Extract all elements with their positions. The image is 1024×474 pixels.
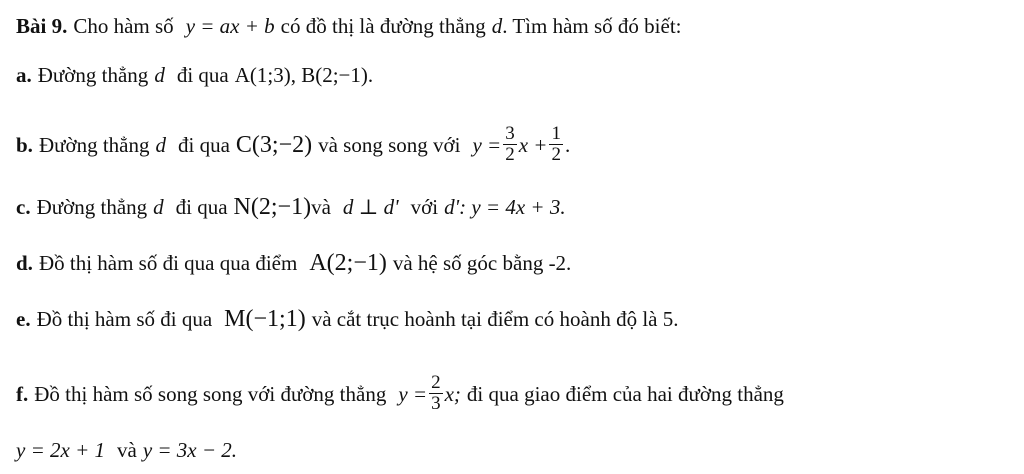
part-c-text: Đường thẳng — [36, 195, 148, 219]
part-b-fraction-2 — [549, 124, 563, 165]
part-b-eq-mid: x + — [518, 132, 548, 157]
problem-header — [16, 12, 682, 40]
part-d-point: A(2;−1) — [309, 250, 387, 276]
line-name: d — [491, 14, 503, 38]
part-e-label: e. — [16, 307, 31, 331]
part-b — [16, 124, 570, 165]
part-c-point: N(2;−1) — [233, 194, 312, 220]
part-d-label: d. — [16, 251, 33, 275]
part-c-text3: và — [311, 195, 331, 219]
part-b-text3: và song song với — [318, 132, 461, 157]
part-a-var: d — [154, 63, 165, 87]
part-f-line2-and: và — [116, 438, 137, 462]
part-b-fraction-1 — [503, 124, 517, 165]
part-a-points: A(1;3), B(2;−1). — [234, 63, 374, 87]
part-e-text: Đồ thị hàm số đi qua — [36, 307, 213, 331]
part-e — [16, 305, 678, 333]
part-b-text2: đi qua — [178, 132, 230, 157]
intro-end: . Tìm hàm số đó biết: — [502, 14, 682, 38]
intro-after: có đồ thị là đường thẳng — [280, 14, 486, 38]
part-d-text2: và hệ số góc bằng -2. — [392, 251, 572, 275]
part-e-point: M(−1;1) — [224, 306, 306, 332]
part-f-frac-num: 2 — [431, 372, 441, 393]
part-b-text: Đường thẳng — [38, 132, 150, 157]
problem-title: Bài 9. — [16, 14, 68, 38]
part-d — [16, 249, 571, 277]
function-expression: y = ax + b — [185, 14, 275, 38]
part-f-continuation — [16, 436, 237, 464]
part-b-point: C(3;−2) — [235, 131, 313, 158]
part-f-eq-end: x; — [444, 381, 461, 406]
part-e-text2: và cắt trục hoành tại điểm có hoành độ là 5. — [311, 307, 679, 331]
part-b-var: d — [155, 132, 166, 157]
part-b-frac2-num: 1 — [551, 123, 561, 144]
part-f-label: f. — [16, 381, 29, 406]
part-b-frac1-num: 3 — [505, 123, 515, 144]
part-c-label: c. — [16, 195, 31, 219]
part-a-text: Đường thẳng — [37, 63, 149, 87]
part-a-label: a. — [16, 63, 32, 87]
part-c-text2: đi qua — [175, 195, 228, 219]
part-a-text2: đi qua — [176, 63, 229, 87]
part-f-fraction — [429, 373, 443, 414]
part-c-eq: d': y = 4x + 3. — [444, 195, 566, 219]
part-b-eq-lhs: y = — [472, 132, 502, 157]
part-f-line2-eq1: y = 2x + 1 — [16, 438, 105, 462]
part-c-text4: với — [410, 195, 439, 219]
intro-before: Cho hàm số — [73, 14, 174, 38]
part-f-frac-den: 3 — [431, 393, 441, 414]
part-f — [16, 373, 784, 414]
part-c-perp: d ⊥ d' — [342, 195, 399, 219]
part-f-line2-eq2: y = 3x − 2. — [142, 438, 238, 462]
part-d-text: Đồ thị hàm số đi qua qua điểm — [38, 251, 298, 275]
part-c-var: d — [153, 195, 164, 219]
part-a — [16, 61, 373, 89]
part-b-frac1-den: 2 — [505, 144, 515, 165]
part-b-eq-end: . — [564, 132, 571, 157]
part-f-eq-lhs: y = — [398, 381, 428, 406]
part-b-label: b. — [16, 132, 33, 157]
part-f-text: Đồ thị hàm số song song với đường thẳng — [34, 381, 387, 406]
part-c — [16, 193, 566, 221]
part-f-text2: đi qua giao điểm của hai đường thẳng — [466, 381, 784, 406]
part-b-frac2-den: 2 — [551, 144, 561, 165]
